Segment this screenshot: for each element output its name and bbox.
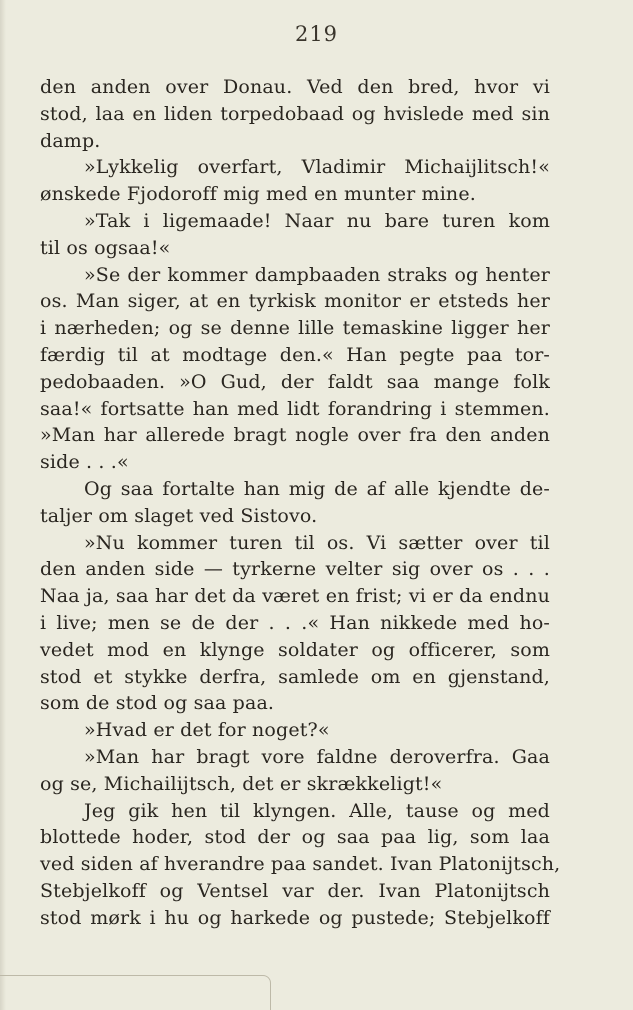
- text-line: pedobaaden. »O Gud, der faldt saa mange folk: [40, 370, 550, 393]
- text-line: Og saa fortalte han mig de af alle kjendte de-: [84, 477, 550, 500]
- text-line: ønskede Fjodoroff mig med en munter mine.: [40, 183, 476, 206]
- text-line: Naa ja, saa har det da været en frist; vi er da endnu: [40, 585, 550, 608]
- bottom-rule-corner: [262, 975, 271, 1010]
- text-line: Jeg gik hen til klyngen. Alle, tause og med: [84, 799, 550, 822]
- text-line: damp.: [40, 129, 101, 152]
- page-edge: [0, 0, 6, 1010]
- text-line: færdig til at modtage den.« Han pegte paa tor-: [40, 343, 550, 366]
- text-line: »Lykkelig overfart, Vladimir Michaijlitsch!«: [84, 156, 550, 179]
- text-line: Stebjelkoff og Ventsel var der. Ivan Platonijtsch: [40, 879, 550, 902]
- text-line: blottede hoder, stod der og saa paa lig, som laa: [40, 826, 550, 849]
- text-line: side . . .«: [40, 451, 129, 474]
- text-line: saa!« fortsatte han med lidt forandring i stemmen.: [40, 397, 550, 420]
- text-line: som de stod og saa paa.: [40, 692, 275, 715]
- bottom-rule: [0, 975, 262, 976]
- text-line: taljer om slaget ved Sistovo.: [40, 504, 318, 527]
- text-line: »Man har bragt vore faldne deroverfra. Gaa: [84, 745, 550, 768]
- text-line: »Se der kommer dampbaaden straks og henter: [84, 263, 550, 286]
- text-line: ved siden af hverandre paa sandet. Ivan Platonijtsch,: [40, 853, 561, 876]
- text-line: os. Man siger, at en tyrkisk monitor er etsteds her: [40, 290, 550, 313]
- text-line: vedet mod en klynge soldater og officerer, som: [40, 638, 550, 661]
- text-line: stod et stykke derfra, samlede om en gjenstand,: [40, 665, 550, 688]
- text-line: i nærheden; og se denne lille temaskine ligger her: [40, 317, 550, 340]
- text-line: den anden over Donau. Ved den bred, hvor vi: [40, 76, 550, 98]
- text-line: »Man har allerede bragt nogle over fra den anden: [40, 424, 550, 447]
- text-line: stod, laa en liden torpedobaad og hvislede med sin: [40, 102, 550, 125]
- text-line: »Hvad er det for noget?«: [84, 719, 330, 742]
- text-line: i live; men se de der . . .« Han nikkede med ho-: [40, 611, 550, 634]
- text-line: og se, Michailijtsch, det er skrækkeligt!«: [40, 772, 443, 795]
- text-line: stod mørk i hu og harkede og pustede; Stebjelkoff: [40, 906, 550, 929]
- text-line: til os ogsaa!«: [40, 236, 171, 259]
- body-text: [40, 74, 561, 932]
- text-line: »Nu kommer turen til os. Vi sætter over til: [84, 531, 550, 554]
- text-line: den anden side — tyrkerne velter sig over os . . .: [40, 558, 550, 581]
- page-number: 219: [294, 22, 339, 46]
- text-line: »Tak i ligemaade! Naar nu bare turen kom: [84, 209, 550, 232]
